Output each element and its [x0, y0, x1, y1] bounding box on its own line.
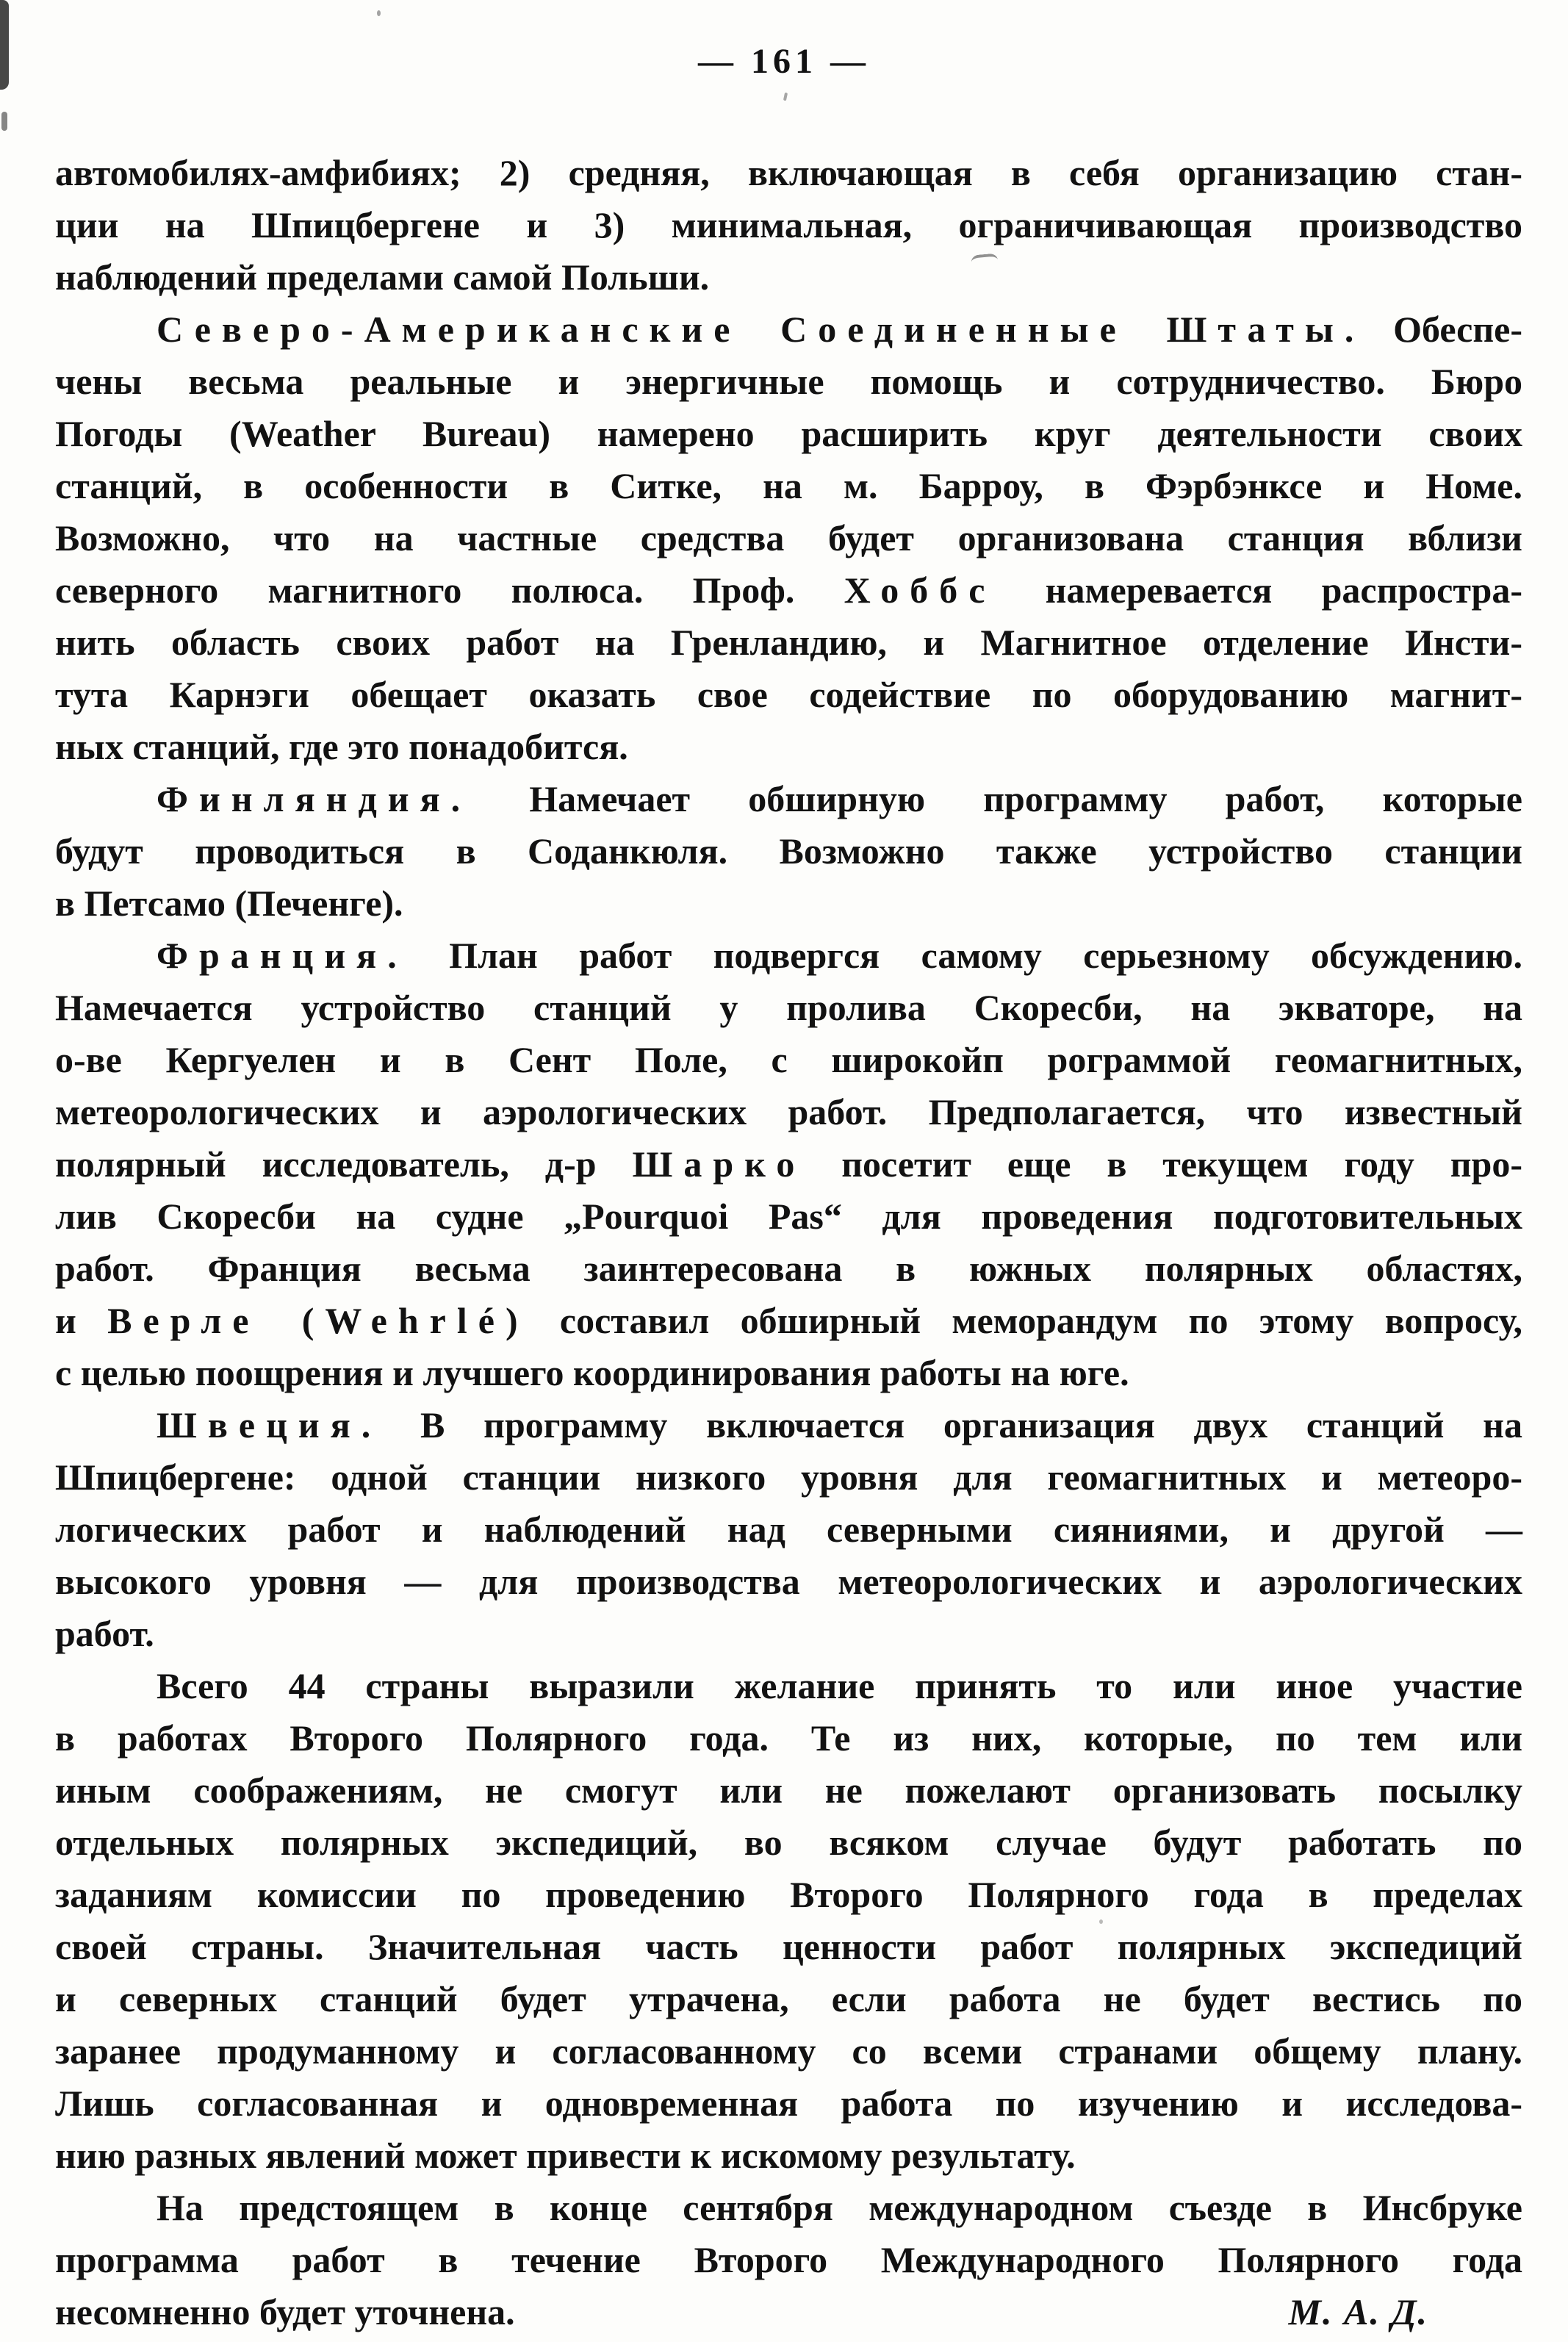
text-line: о-ве Кергуелен и в Сент Поле, с широкойп рограммой геомагнитных,: [55, 1039, 1522, 1080]
text-line: Лишь согласованная и одновременная работа по изучению и исследова-: [55, 2083, 1522, 2124]
text-segment: составил обширный меморандум по этому вопросу,: [528, 1300, 1523, 1341]
text-line: наблюдений пределами самой Польши.: [55, 256, 710, 298]
page-body: [55, 147, 1522, 2338]
text-line: в работах Второго Полярного года. Те из них, которые, по тем или: [55, 1717, 1522, 1759]
text-line: с целью поощрения и лучшего координирования работы на юге.: [55, 1352, 1129, 1393]
paragraph-usa: [55, 303, 1522, 773]
text-line: [55, 930, 1522, 982]
text-line: [55, 1138, 1522, 1190]
text-segment: намеревается распростра-: [996, 570, 1523, 611]
text-line: На предстоящем в конце сентября международном съезде в Инсбруке: [157, 2187, 1522, 2228]
text-line: тута Карнэги обещает оказать свое содействие по оборудованию магнит-: [55, 674, 1522, 715]
page-number: — 161 —: [698, 42, 870, 81]
country-heading-sweden: Швеция.: [157, 1404, 382, 1445]
person-name-charcot: Шарко: [632, 1143, 806, 1185]
text-line: [55, 1399, 1522, 1451]
paragraph-summary: [55, 1660, 1522, 2182]
text-line: своей страны. Значительная часть ценности работ полярных экспедиций: [55, 1926, 1522, 1967]
text-line: Всего 44 страны выразили желание принять то или иное участие: [157, 1665, 1522, 1706]
text-line: метеорологических и аэрологических работ. Предполагается, что известный: [55, 1091, 1522, 1132]
text-line: [55, 303, 1522, 356]
text-line: станций, в особенности в Ситке, на м. Барроу, в Фэрбэнксе и Номе.: [55, 465, 1522, 506]
paragraph-sweden: [55, 1399, 1522, 1660]
text-line: нию разных явлений может привести к искомому результату.: [55, 2135, 1076, 2176]
text-segment: План работ подвергся самому серьезному обсуждению.: [407, 935, 1522, 976]
text-segment: и: [55, 1300, 108, 1341]
paragraph-france: [55, 930, 1522, 1399]
text-line: программа работ в течение Второго Международного Полярного года: [55, 2239, 1522, 2280]
text-segment: В программу включается организация двух станций на: [381, 1404, 1522, 1445]
text-line: ных станций, где это понадобится.: [55, 726, 628, 767]
text-line: высокого уровня — для производства метеорологических и аэрологических: [55, 1561, 1522, 1602]
text-line: будут проводиться в Соданкюля. Возможно также устройство станции: [55, 830, 1522, 872]
scan-artifact: [1, 112, 7, 131]
text-line: Возможно, что на частные средства будет организована станция вблизи: [55, 517, 1522, 558]
text-line: в Петсамо (Печенге).: [55, 883, 403, 924]
text-segment: Намечает обширную программу работ, которые: [471, 778, 1522, 819]
text-line: [55, 564, 1522, 617]
text-line: нить область своих работ на Гренландию, и Магнитное отделение Инсти-: [55, 622, 1522, 663]
paragraph-poland-continuation: [55, 147, 1522, 303]
country-heading-finland: Финляндия.: [157, 778, 472, 819]
text-line: [55, 773, 1522, 825]
text-line: [55, 2286, 1522, 2338]
person-name-hobbs: Хоббс: [844, 570, 996, 611]
text-line: лив Скоресби на судне „Pourquoi Pas“ для проведения подготовительных: [55, 1196, 1522, 1237]
text-line: Шпицбергене: одной станции низкого уровня для геомагнитных и метеоро-: [55, 1456, 1522, 1498]
text-line: автомобилях-амфибиях; 2) средняя, включающая в себя организацию стан-: [55, 152, 1522, 193]
text-line: и северных станций будет утрачена, если работа не будет вестись по: [55, 1978, 1522, 2019]
scan-artifact: [783, 93, 788, 101]
text-segment: несомненно будет уточнена.: [55, 2291, 515, 2332]
paragraph-closing: [55, 2182, 1522, 2338]
text-line: ции на Шпицбергене и 3) минимальная, ограничивающая производство: [55, 204, 1522, 245]
text-line: заранее продуманному и согласованному со всеми странами общему плану.: [55, 2030, 1522, 2072]
scan-artifact: [377, 10, 381, 16]
person-name-wehrle: Верле (Wehrlé): [107, 1300, 529, 1341]
text-line: [55, 1295, 1522, 1347]
text-line: чены весьма реальные и энергичные помощь и сотрудничество. Бюро: [55, 361, 1522, 402]
text-line: отдельных полярных экспедиций, во всяком случае будут работать по: [55, 1822, 1522, 1863]
text-line: работ.: [55, 1613, 154, 1654]
text-segment: Обеспе-: [1364, 309, 1522, 350]
text-line: логических работ и наблюдений над северными сияниями, и другой —: [55, 1509, 1522, 1550]
text-line: заданиям комиссии по проведению Второго Полярного года в пределах: [55, 1874, 1522, 1915]
country-heading-france: Франция.: [157, 935, 408, 976]
text-line: Погоды (Weather Bureau) намерено расширить круг деятельности своих: [55, 413, 1522, 454]
text-line: иным соображениям, не смогут или не пожелают организовать посылку: [55, 1770, 1522, 1811]
author-initials: М. А. Д.: [1288, 2291, 1428, 2332]
country-heading-usa: Северо-Американские Соединенные Штаты.: [157, 309, 1365, 350]
text-segment: посетит еще в текущем году про-: [805, 1143, 1522, 1185]
text-segment: полярный исследователь, д-р: [55, 1143, 633, 1185]
text-segment: северного магнитного полюса. Проф.: [55, 570, 844, 611]
text-line: работ. Франция весьма заинтересована в южных полярных областях,: [55, 1248, 1522, 1289]
text-line: Намечается устройство станций у пролива Скоресби, на экваторе, на: [55, 987, 1522, 1028]
paragraph-finland: [55, 773, 1522, 930]
